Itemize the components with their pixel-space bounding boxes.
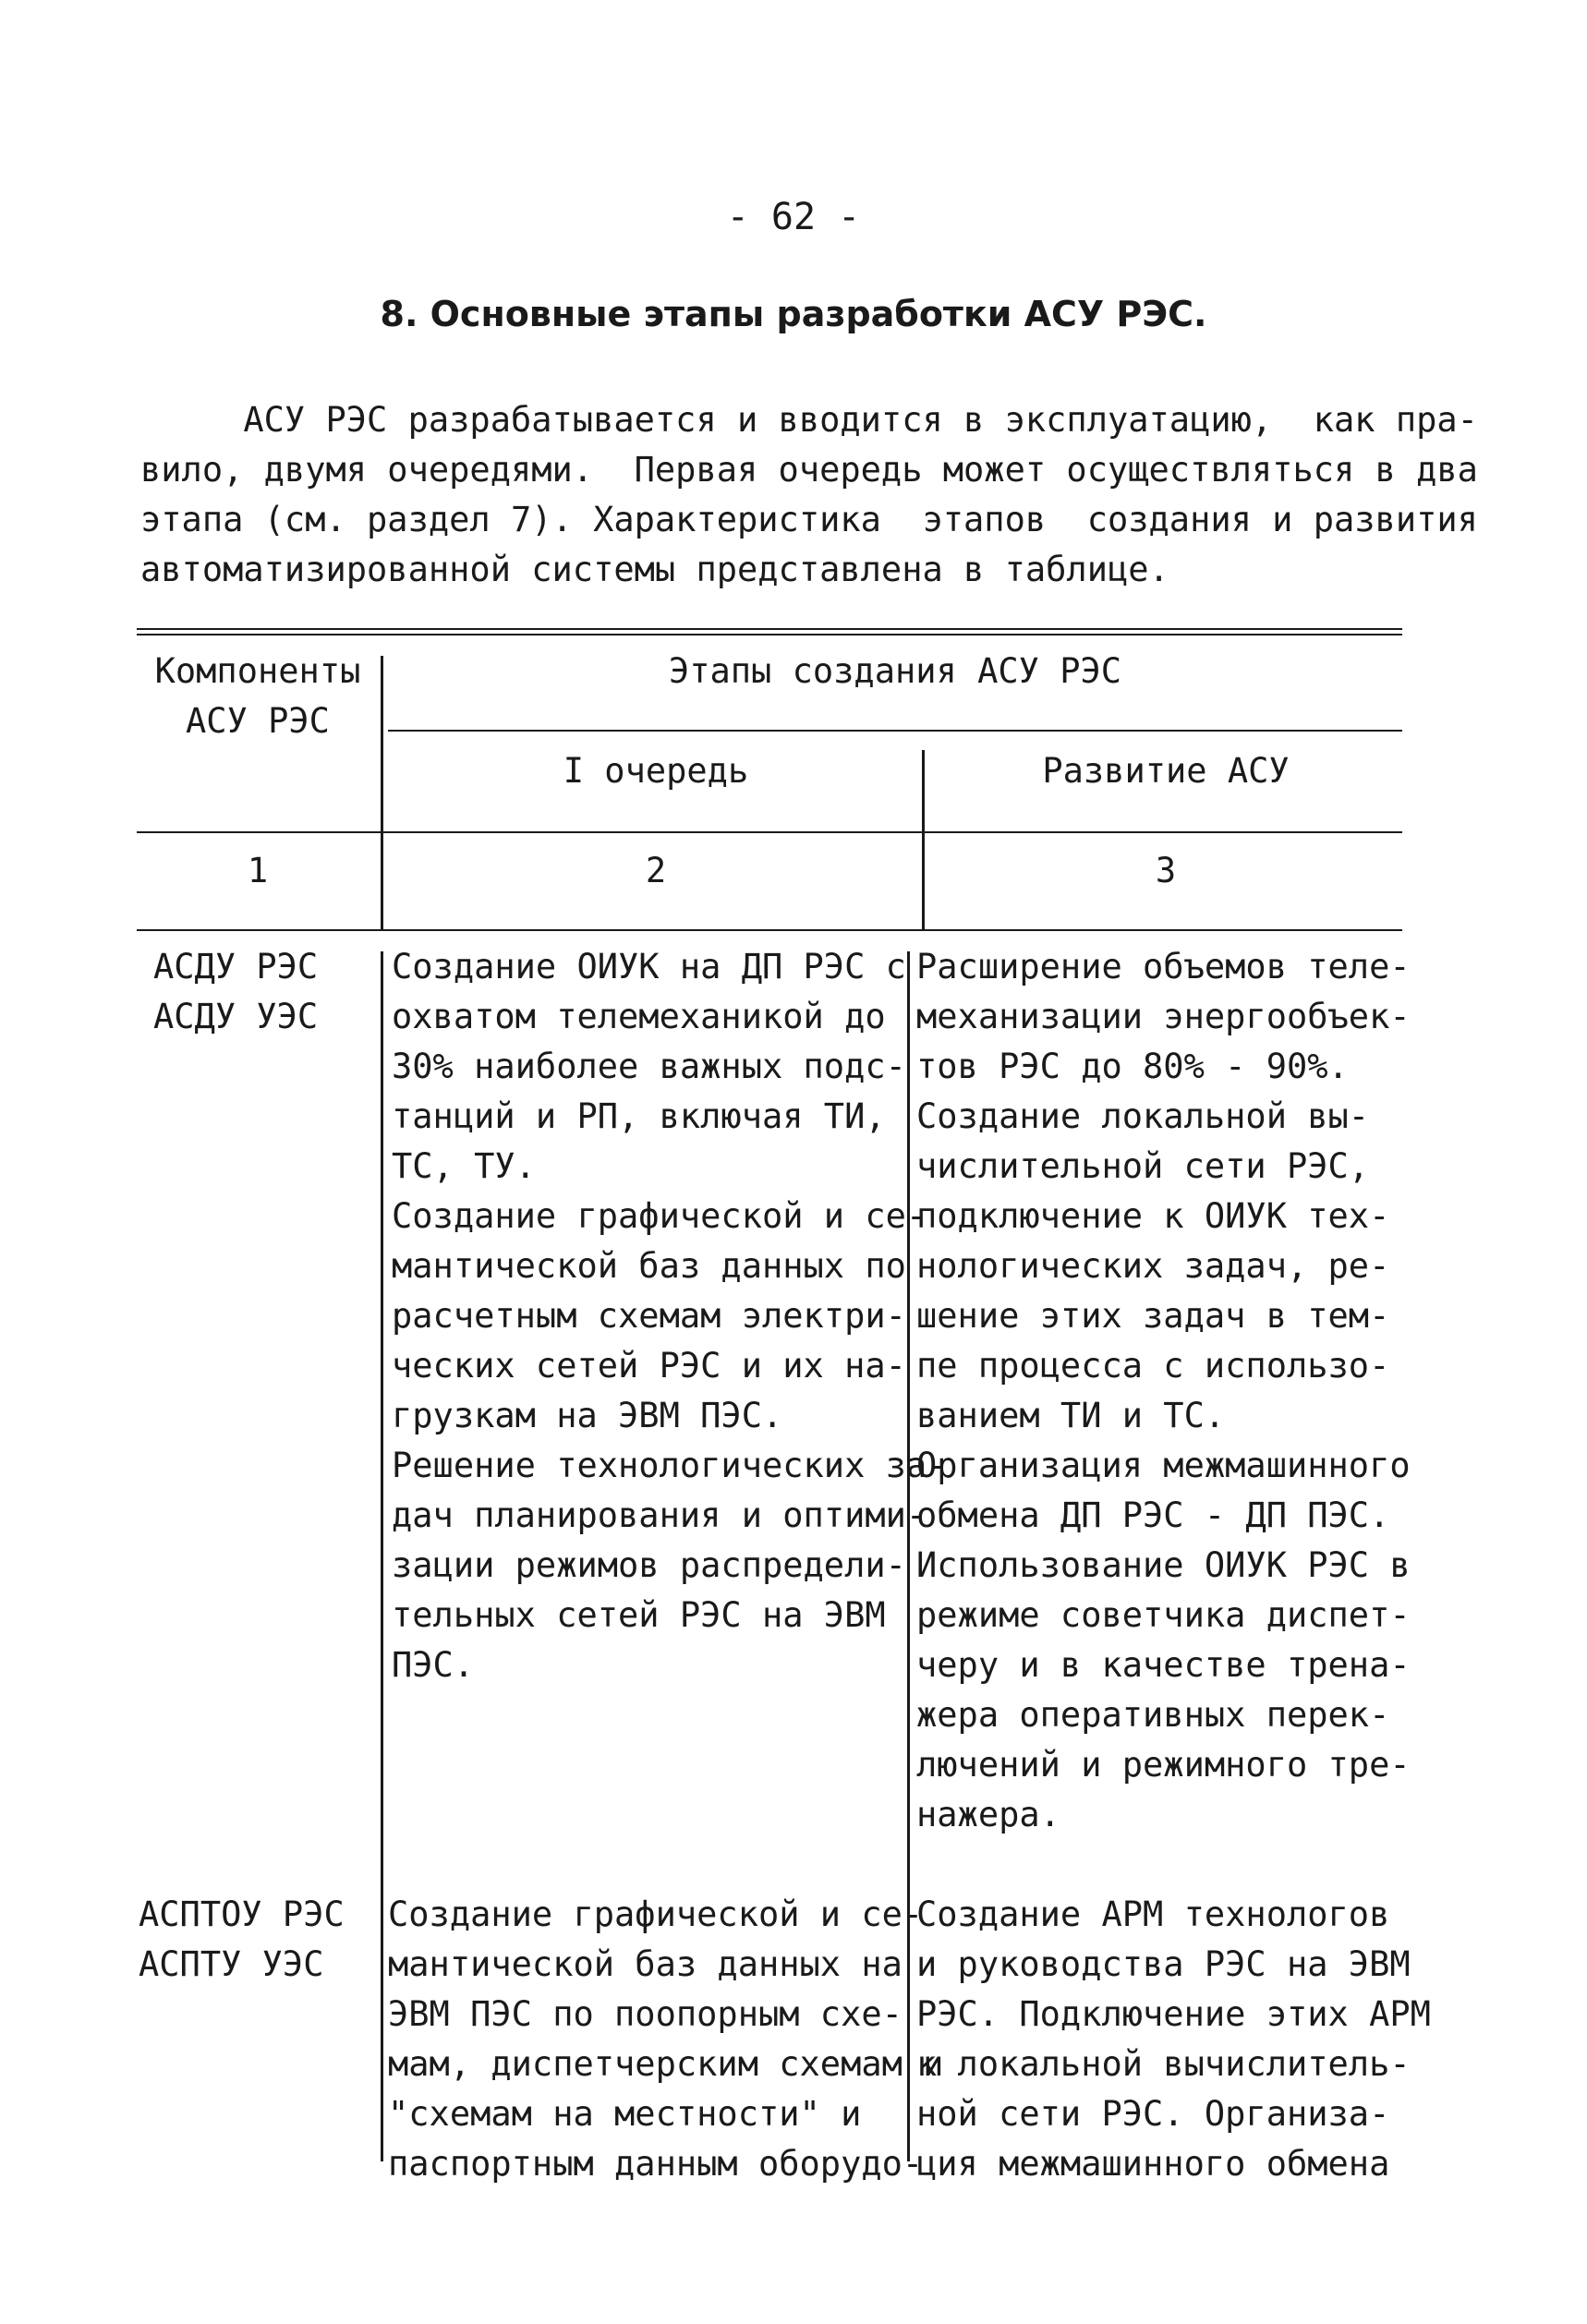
column-number: 1: [247, 851, 269, 890]
header-col2: I очередь: [563, 751, 749, 791]
stage1-line: Создание ОИУК на ДП РЭС с: [392, 947, 906, 986]
stage1-line: мантической баз данных по: [392, 1246, 906, 1286]
stage1-line: паспортным данным оборудо-: [388, 2144, 924, 2184]
development-line: ной сети РЭС. Организа-: [916, 2094, 1390, 2134]
column-number: 2: [645, 851, 667, 890]
header-rule: [388, 730, 1402, 732]
number-row-rule: [137, 929, 1402, 931]
stage1-line: ческих сетей РЭС и их на-: [392, 1346, 906, 1386]
column-divider: [381, 656, 383, 929]
stage1-line: зации режимов распредели-: [392, 1545, 906, 1585]
development-line: РЭС. Подключение этих АРМ: [916, 1994, 1431, 2034]
intro-line: АСУ РЭС разрабатывается и вводится в эксплуатацию, как пра-: [140, 400, 1478, 440]
development-line: ция межмашинного обмена: [916, 2144, 1390, 2184]
development-line: Создание локальной вы-: [916, 1096, 1370, 1136]
development-line: Организация межмашинного: [916, 1446, 1411, 1485]
development-line: нажера.: [916, 1795, 1060, 1834]
development-line: пе процесса с использо-: [916, 1346, 1390, 1386]
column-divider: [922, 750, 925, 929]
development-line: черу и в качестве трена-: [916, 1645, 1411, 1685]
development-line: тов РЭС до 80% - 90%.: [916, 1047, 1349, 1086]
stage1-line: Создание графической и се-: [392, 1196, 927, 1236]
stage1-line: мантической баз данных на: [388, 1944, 903, 1984]
stage1-line: расчетным схемам электри-: [392, 1296, 906, 1336]
header-col3: Развитие АСУ: [1042, 751, 1290, 791]
stage1-line: грузкам на ЭВМ ПЭС.: [392, 1396, 783, 1435]
development-line: Расширение объемов теле-: [916, 947, 1411, 986]
table-top-rule: [137, 634, 1402, 635]
intro-line: вило, двумя очередями. Первая очередь может осуществляться в два: [140, 450, 1478, 490]
header-components: Компоненты: [154, 651, 361, 691]
section-heading: 8. Основные этапы разработки АСУ РЭС.: [380, 294, 1207, 334]
stage1-line: 30% наиболее важных подс-: [392, 1047, 906, 1086]
development-line: и руководства РЭС на ЭВМ: [916, 1944, 1411, 1984]
stage1-line: тельных сетей РЭС на ЭВМ: [392, 1595, 886, 1635]
development-line: обмена ДП РЭС - ДП ПЭС.: [916, 1495, 1390, 1535]
header-bottom-rule: [137, 831, 1402, 833]
stage1-line: охватом телемеханикой до: [392, 997, 886, 1036]
stage1-line: мам, диспетчерским схемам и: [388, 2044, 944, 2084]
development-line: Использование ОИУК РЭС в: [916, 1545, 1411, 1585]
component-name: АСПТОУ РЭС: [139, 1894, 345, 1934]
column-divider: [381, 951, 383, 2161]
development-line: Создание АРМ технологов: [916, 1894, 1390, 1934]
stage1-line: Решение технологических за-: [392, 1446, 948, 1485]
header-components: АСУ РЭС: [186, 701, 330, 741]
development-line: механизации энергообъек-: [916, 997, 1411, 1036]
component-name: АСДУ УЭС: [153, 997, 319, 1036]
development-line: жера оперативных перек-: [916, 1695, 1390, 1735]
stage1-line: ТС, ТУ.: [392, 1146, 536, 1186]
development-line: лючений и режимного тре-: [916, 1745, 1411, 1785]
stage1-line: "схемам на местности" и: [388, 2094, 862, 2134]
stage1-line: танций и РП, включая ТИ,: [392, 1096, 886, 1136]
intro-line: этапа (см. раздел 7). Характеристика этапов создания и развития: [140, 500, 1478, 539]
component-name: АСДУ РЭС: [153, 947, 319, 986]
page-number: - 62 -: [726, 196, 861, 238]
stage1-line: Создание графической и се-: [388, 1894, 924, 1934]
stage1-line: ЭВМ ПЭС по поопорным схе-: [388, 1994, 903, 2034]
header-stages: Этапы создания АСУ РЭС: [668, 651, 1122, 691]
stage1-line: ПЭС.: [392, 1645, 475, 1685]
development-line: числительной сети РЭС,: [916, 1146, 1370, 1186]
column-number: 3: [1155, 851, 1177, 890]
table-top-rule: [137, 628, 1402, 630]
development-line: шение этих задач в тем-: [916, 1296, 1390, 1336]
development-line: нологических задач, ре-: [916, 1246, 1390, 1286]
development-line: подключение к ОИУК тех-: [916, 1196, 1390, 1236]
development-line: ванием ТИ и ТС.: [916, 1396, 1226, 1435]
component-name: АСПТУ УЭС: [139, 1944, 324, 1984]
intro-line: автоматизированной системы представлена в таблице.: [140, 550, 1169, 589]
development-line: к локальной вычислитель-: [916, 2044, 1411, 2084]
development-line: режиме советчика диспет-: [916, 1595, 1411, 1635]
column-divider: [907, 951, 910, 2161]
stage1-line: дач планирования и оптими-: [392, 1495, 927, 1535]
